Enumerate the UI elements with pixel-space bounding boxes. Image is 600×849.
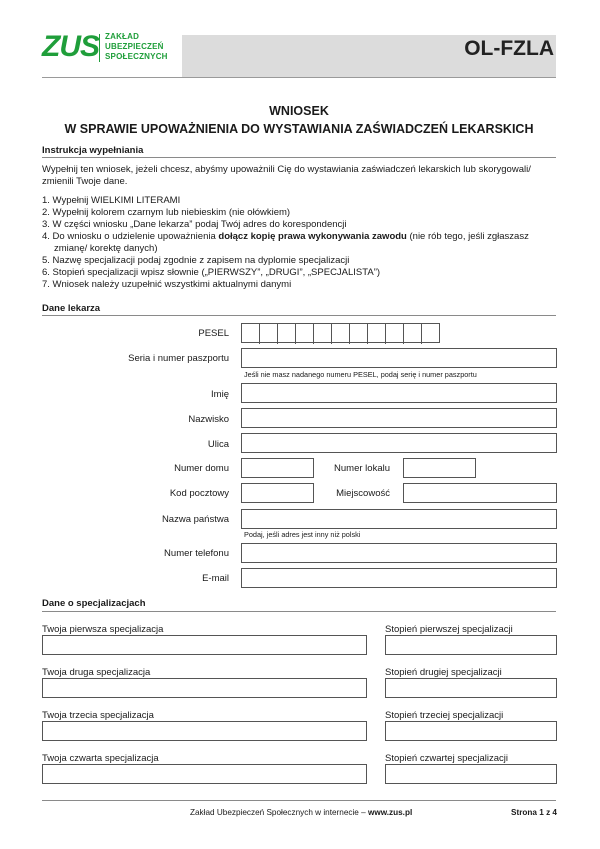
- spec-1-label: Twoja pierwsza specjalizacja: [42, 624, 164, 635]
- apartment-number-label: Numer lokalu: [334, 463, 390, 474]
- instruction-item-6: 6. Stopień specjalizacji wpisz słownie („PIERWSZY”, „DRUGI”, „SPECJALISTA”): [42, 267, 381, 278]
- street-label: Ulica: [207, 439, 229, 450]
- city-label: Miejscowość: [336, 488, 390, 499]
- postal-code-label: Kod pocztowy: [169, 488, 229, 499]
- title-line-1: WNIOSEK: [269, 104, 329, 118]
- pesel-digit-2: [260, 324, 278, 344]
- doctor-rule: [42, 315, 556, 316]
- instruction-item-3: 3. W części wniosku „Dane lekarza” podaj Twój adres do korespondencji: [42, 219, 347, 230]
- header-rule: [42, 77, 556, 78]
- instruction-item-4-bold: dołącz kopię prawa wykonywania zawodu: [218, 231, 407, 242]
- pesel-digit-9: [386, 324, 404, 344]
- street-input[interactable]: [241, 433, 557, 453]
- last-name-input[interactable]: [241, 408, 557, 428]
- degree-3-label: Stopień trzeciej specjalizacji: [385, 710, 504, 721]
- degree-1-label: Stopień pierwszej specjalizacji: [385, 624, 513, 635]
- country-label: Nazwa państwa: [161, 514, 229, 525]
- phone-input[interactable]: [241, 543, 557, 563]
- pesel-digit-4: [296, 324, 314, 344]
- title-line-2: W SPRAWIE UPOWAŻNIENIA DO WYSTAWIANIA ZAŚWIADCZEŃ LEKARSKICH: [64, 122, 534, 136]
- degree-1-input[interactable]: [385, 635, 557, 655]
- instruction-item-7: 7. Wniosek należy uzupełnić wszystkimi aktualnymi danymi: [42, 279, 292, 290]
- instructions-heading: Instrukcja wypełniania: [42, 145, 144, 156]
- logo-divider: [99, 34, 100, 62]
- spec-3-input[interactable]: [42, 721, 367, 741]
- degree-4-input[interactable]: [385, 764, 557, 784]
- city-input[interactable]: [403, 483, 557, 503]
- spec-3-label: Twoja trzecia specjalizacja: [42, 710, 154, 721]
- instruction-item-5: 5. Nazwę specjalizacji podaj zgodnie z zapisem na dyplomie specjalizacji: [42, 255, 350, 266]
- logo-mark: ZUS: [42, 30, 99, 63]
- instructions-intro-1: Wypełnij ten wniosek, jeżeli chcesz, abyśmy upoważnili Cię do wystawiania zaświadczeń lekarskich lub skorygowali/: [42, 164, 531, 175]
- degree-3-input[interactable]: [385, 721, 557, 741]
- pesel-digit-10: [404, 324, 422, 344]
- instructions-intro-2: zmienili Twoje dane.: [42, 176, 128, 187]
- apartment-number-input[interactable]: [403, 458, 476, 478]
- country-hint: Podaj, jeśli adres jest inny niż polski: [244, 530, 361, 539]
- first-name-label: Imię: [211, 389, 229, 400]
- passport-hint: Jeśli nie masz nadanego numeru PESEL, podaj serię i numer paszportu: [244, 370, 477, 379]
- logo-line-1: ZAKŁAD: [105, 32, 140, 41]
- country-input[interactable]: [241, 509, 557, 529]
- pesel-input[interactable]: [241, 323, 440, 343]
- page-number: Strona 1 z 4: [511, 808, 557, 817]
- passport-input[interactable]: [241, 348, 557, 368]
- pesel-digit-8: [368, 324, 386, 344]
- pesel-digit-6: [332, 324, 350, 344]
- footer-text-pre: Zakład Ubezpieczeń Społecznych w internecie –: [190, 808, 368, 817]
- pesel-digit-3: [278, 324, 296, 344]
- logo-line-3: SPOŁECZNYCH: [105, 52, 168, 61]
- instruction-item-4: [42, 231, 529, 243]
- pesel-digit-1: [242, 324, 260, 344]
- specializations-rule: [42, 611, 556, 612]
- spec-2-input[interactable]: [42, 678, 367, 698]
- logo-line-2: UBEZPIECZEŃ: [105, 42, 164, 51]
- postal-code-input[interactable]: [241, 483, 314, 503]
- instruction-item-4-cont: zmianę/ korektę danych): [54, 243, 158, 254]
- pesel-digit-5: [314, 324, 332, 344]
- doctor-heading: Dane lekarza: [42, 303, 101, 314]
- spec-4-label: Twoja czwarta specjalizacja: [42, 753, 159, 764]
- pesel-label: PESEL: [198, 328, 229, 339]
- email-input[interactable]: [241, 568, 557, 588]
- email-label: E-mail: [202, 573, 229, 584]
- instruction-item-4-pre: 4. Do wniosku o udzielenie upoważnienia: [42, 231, 219, 242]
- footer-rule: [42, 800, 556, 801]
- phone-label: Numer telefonu: [164, 548, 229, 559]
- footer-text: [190, 808, 412, 817]
- house-number-input[interactable]: [241, 458, 314, 478]
- last-name-label: Nazwisko: [188, 414, 229, 425]
- degree-2-label: Stopień drugiej specjalizacji: [385, 667, 502, 678]
- instruction-item-2: 2. Wypełnij kolorem czarnym lub niebieskim (nie ołówkiem): [42, 207, 291, 218]
- house-number-label: Numer domu: [174, 463, 229, 474]
- instruction-item-1: 1. Wypełnij WIELKIMI LITERAMI: [42, 195, 181, 206]
- instructions-rule: [42, 157, 556, 158]
- spec-4-input[interactable]: [42, 764, 367, 784]
- logo-text: [105, 32, 168, 62]
- first-name-input[interactable]: [241, 383, 557, 403]
- zus-logo: [42, 30, 168, 63]
- instruction-item-4-post: (nie rób tego, jeśli zgłaszasz: [406, 231, 529, 242]
- form-code: OL-FZLA: [464, 37, 554, 60]
- spec-1-input[interactable]: [42, 635, 367, 655]
- degree-2-input[interactable]: [385, 678, 557, 698]
- footer-link[interactable]: www.zus.pl: [367, 808, 413, 817]
- passport-label: Seria i numer paszportu: [128, 353, 229, 364]
- pesel-digit-7: [350, 324, 368, 344]
- spec-2-label: Twoja druga specjalizacja: [42, 667, 151, 678]
- degree-4-label: Stopień czwartej specjalizacji: [385, 753, 509, 764]
- specializations-heading: Dane o specjalizacjach: [42, 598, 146, 609]
